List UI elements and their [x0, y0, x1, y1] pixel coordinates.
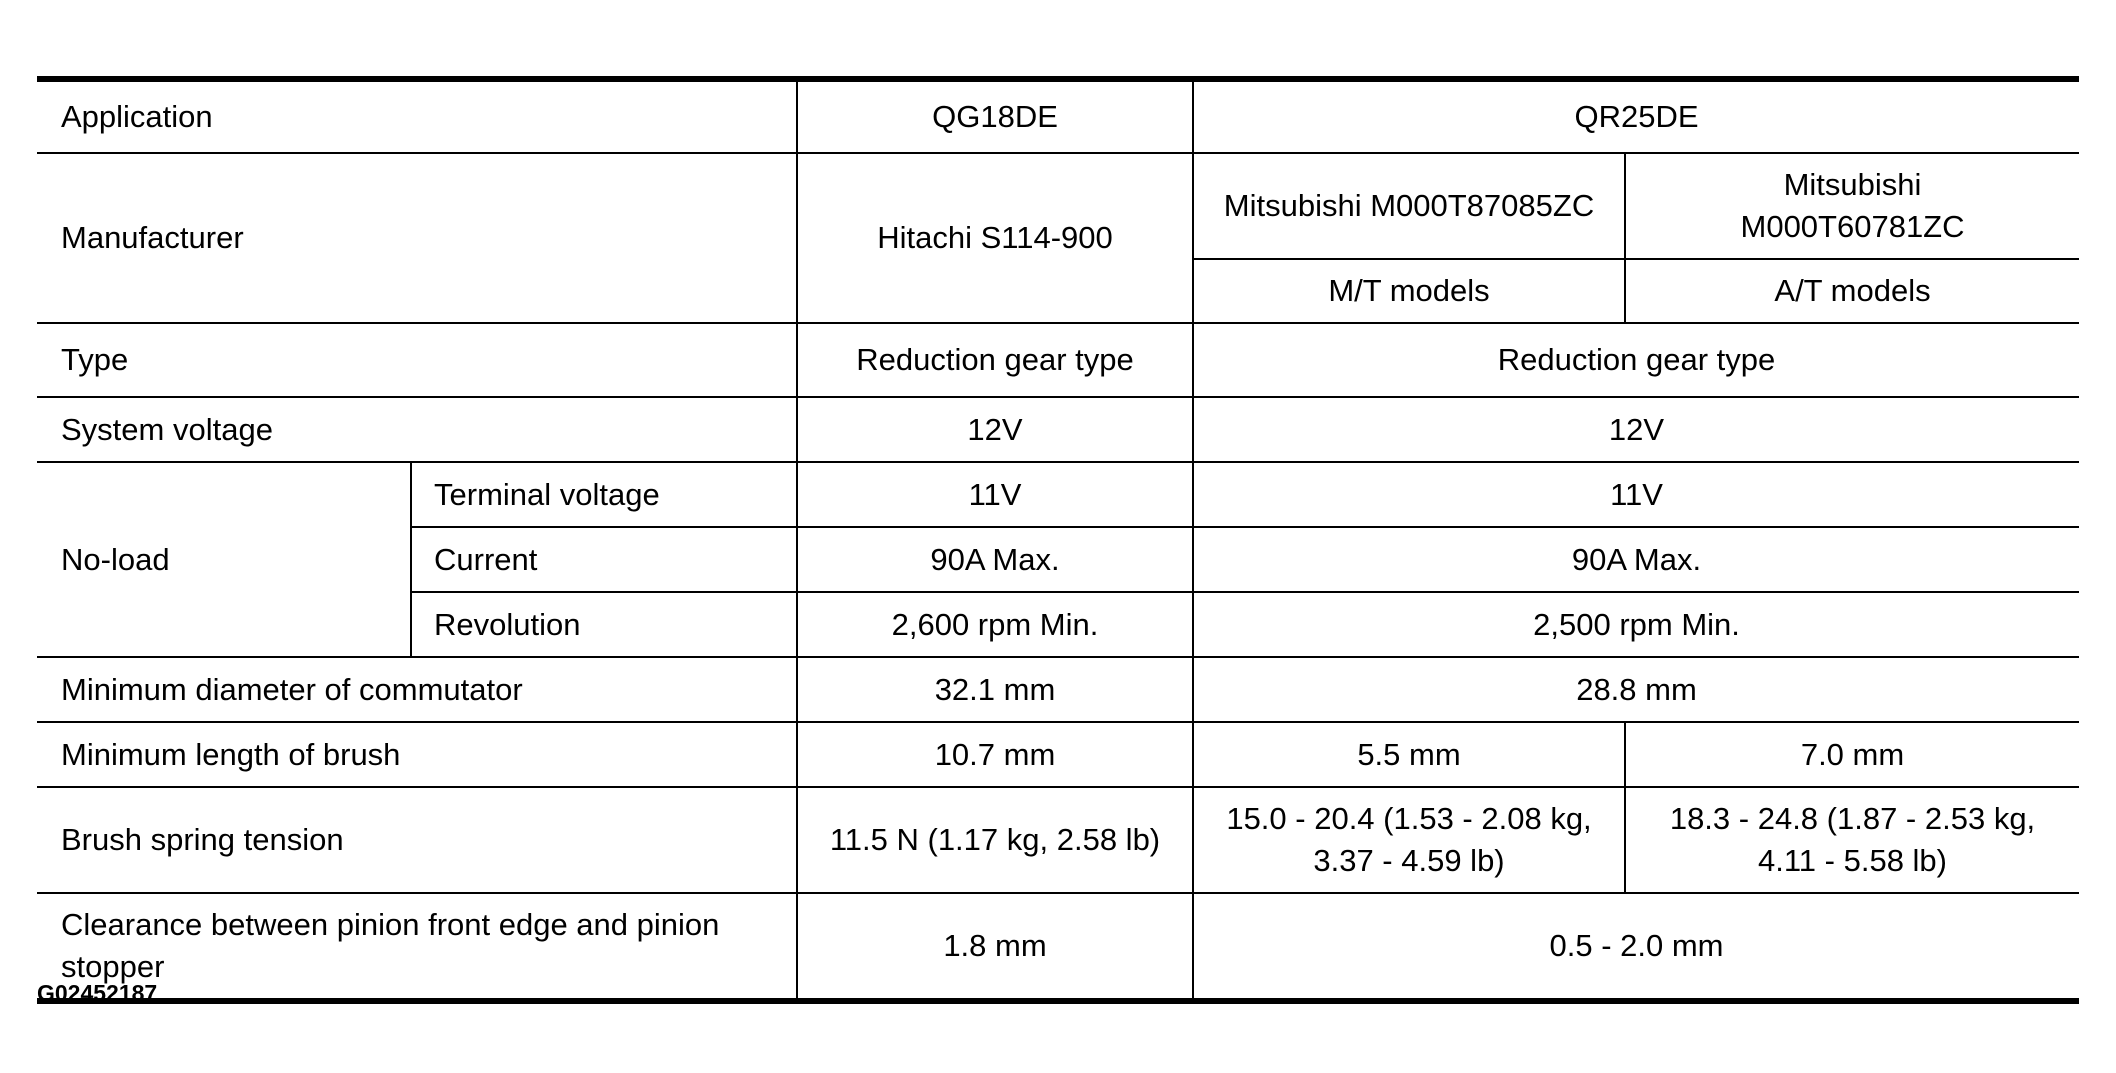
terminal-voltage-label: Terminal voltage [411, 462, 797, 527]
revolution-label: Revolution [411, 592, 797, 657]
application-qr25de: QR25DE [1193, 79, 2079, 153]
manufacturer-qr25de-mt: Mitsubishi M000T87085ZC [1193, 153, 1625, 259]
clearance-label-line2: stopper [61, 949, 165, 984]
type-qg18de: Reduction gear type [797, 323, 1193, 397]
application-qg18de: QG18DE [797, 79, 1193, 153]
manufacturer-qr25de-at-line2: M000T60781ZC [1740, 209, 1965, 244]
brush-length-qg18de: 10.7 mm [797, 722, 1193, 787]
terminal-voltage-qr25de: 11V [1193, 462, 2079, 527]
clearance-qr25de: 0.5 - 2.0 mm [1193, 893, 2079, 1001]
current-label: Current [411, 527, 797, 592]
row-terminal-voltage [37, 462, 2079, 527]
manufacturer-qg18de: Hitachi S114-900 [797, 153, 1193, 323]
figure-id: G02452187 [37, 980, 158, 1006]
row-system-voltage [37, 397, 2079, 462]
starter-spec-table [37, 76, 2079, 1004]
brush-spring-qr25de-at-line2: 4.11 - 5.58 lb) [1758, 843, 1947, 878]
row-commutator [37, 657, 2079, 722]
commutator-qr25de: 28.8 mm [1193, 657, 2079, 722]
row-clearance [37, 893, 2079, 1001]
current-qg18de: 90A Max. [797, 527, 1193, 592]
type-qr25de: Reduction gear type [1193, 323, 2079, 397]
manufacturer-qr25de-at-line1: Mitsubishi [1783, 167, 1922, 203]
brush-spring-qr25de-mt-line2: 3.37 - 4.59 lb) [1313, 843, 1505, 878]
commutator-label: Minimum diameter of commutator [37, 657, 797, 722]
mt-models-label: M/T models [1193, 259, 1625, 323]
brush-length-label: Minimum length of brush [37, 722, 797, 787]
clearance-qg18de: 1.8 mm [797, 893, 1193, 1001]
application-label: Application [37, 79, 797, 153]
brush-spring-qr25de-mt-line1: 15.0 - 20.4 (1.53 - 2.08 kg, [1226, 801, 1592, 837]
manufacturer-label: Manufacturer [37, 153, 797, 323]
system-voltage-qr25de: 12V [1193, 397, 2079, 462]
type-label: Type [37, 323, 797, 397]
revolution-qr25de: 2,500 rpm Min. [1193, 592, 2079, 657]
row-application [37, 79, 2079, 153]
system-voltage-label: System voltage [37, 397, 797, 462]
revolution-qg18de: 2,600 rpm Min. [797, 592, 1193, 657]
row-manufacturer [37, 153, 2079, 259]
brush-spring-qr25de-mt [1193, 787, 1625, 893]
at-models-label: A/T models [1625, 259, 2079, 323]
current-qr25de: 90A Max. [1193, 527, 2079, 592]
brush-spring-qg18de: 11.5 N (1.17 kg, 2.58 lb) [797, 787, 1193, 893]
brush-length-qr25de-at: 7.0 mm [1625, 722, 2079, 787]
row-brush-spring [37, 787, 2079, 893]
brush-spring-qr25de-at [1625, 787, 2079, 893]
system-voltage-qg18de: 12V [797, 397, 1193, 462]
brush-length-qr25de-mt: 5.5 mm [1193, 722, 1625, 787]
brush-spring-qr25de-at-line1: 18.3 - 24.8 (1.87 - 2.53 kg, [1669, 801, 2036, 837]
terminal-voltage-qg18de: 11V [797, 462, 1193, 527]
clearance-label-line1: Clearance between pinion front edge and pinion [61, 907, 720, 943]
brush-spring-label: Brush spring tension [37, 787, 797, 893]
row-brush-length [37, 722, 2079, 787]
no-load-label: No-load [37, 462, 411, 657]
commutator-qg18de: 32.1 mm [797, 657, 1193, 722]
manufacturer-qr25de-at [1625, 153, 2079, 259]
row-type [37, 323, 2079, 397]
